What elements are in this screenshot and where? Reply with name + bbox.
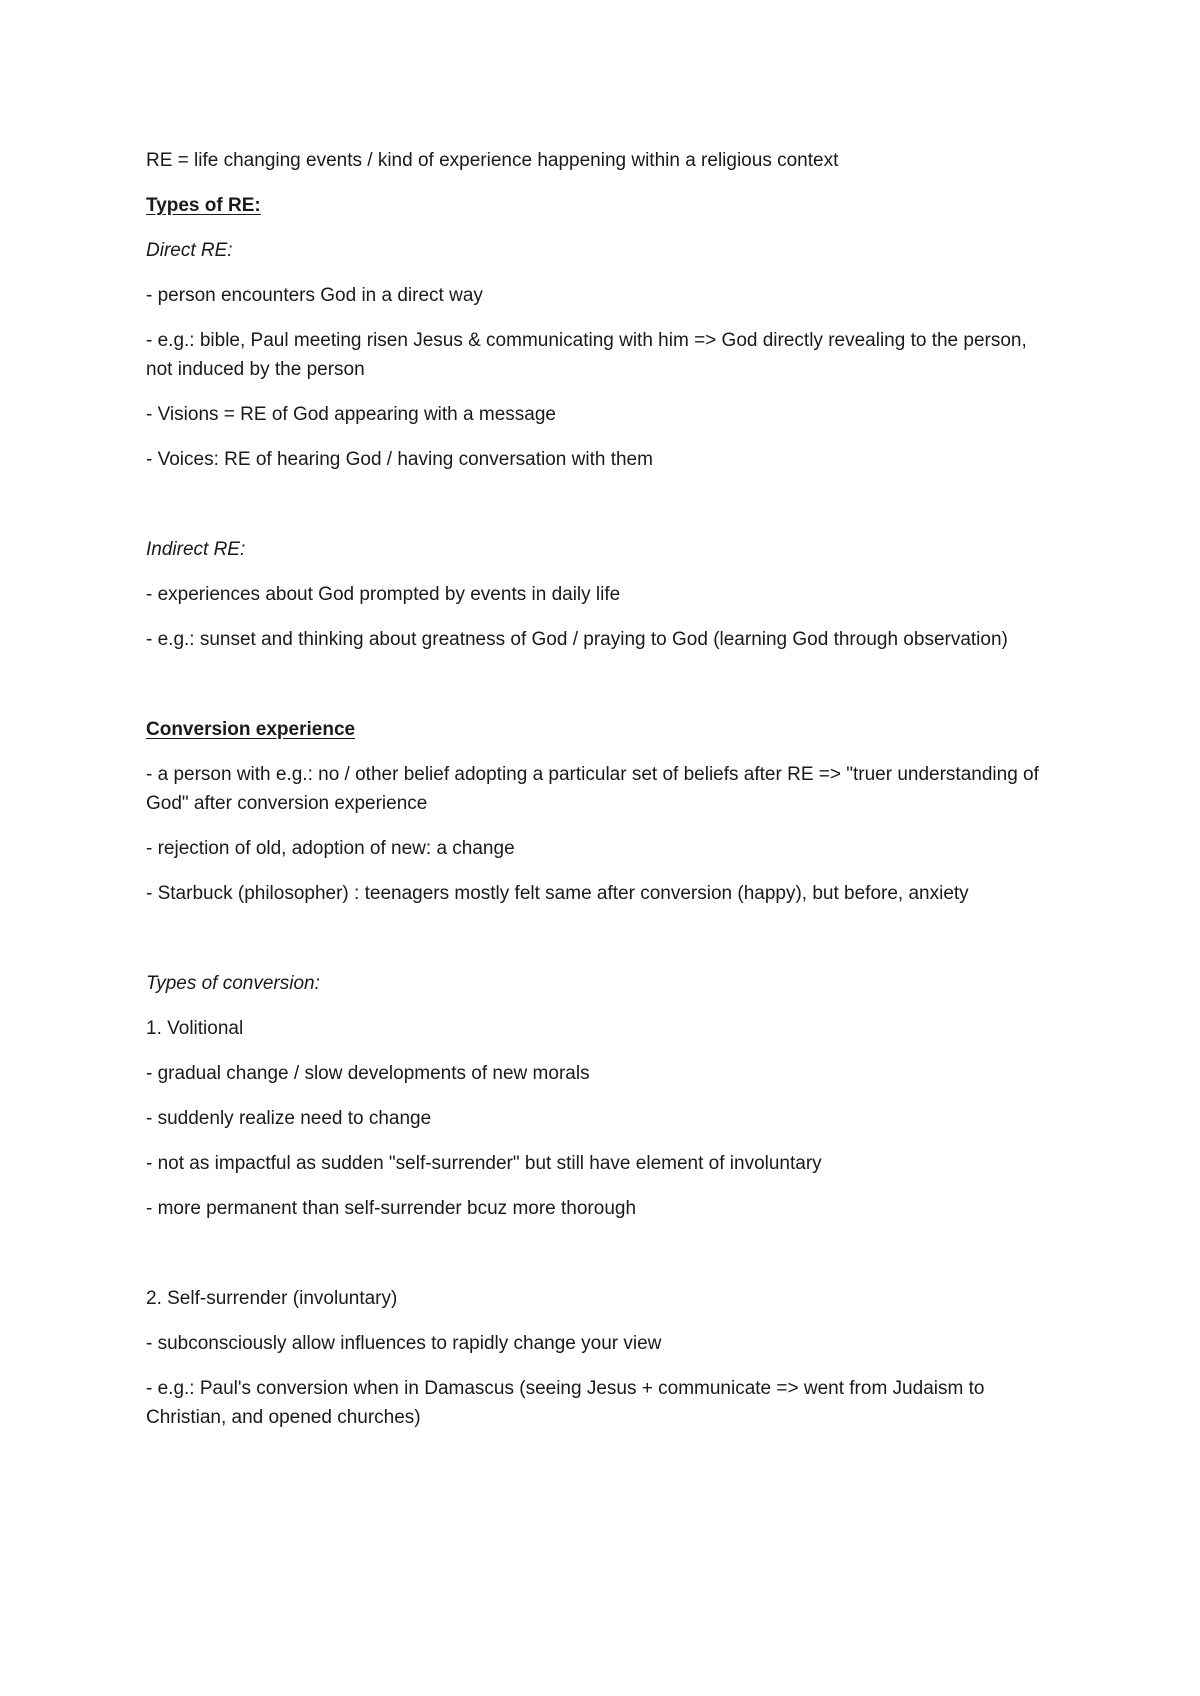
direct-re-point: - person encounters God in a direct way bbox=[146, 285, 483, 306]
self-surrender-point: - e.g.: Paul's conversion when in Damascus (seeing Jesus + communicate => went from Judaism to Christian, and opened churches) bbox=[146, 1378, 985, 1428]
spacer bbox=[146, 924, 1046, 969]
self-surrender-point: - subconsciously allow influences to rapidly change your view bbox=[146, 1333, 662, 1354]
direct-re-point: - Visions = RE of God appearing with a message bbox=[146, 404, 556, 425]
volitional-point: - suddenly realize need to change bbox=[146, 1108, 432, 1129]
self-surrender-title: 2. Self-surrender (involuntary) bbox=[146, 1288, 398, 1309]
conversion-point: - rejection of old, adoption of new: a change bbox=[146, 838, 515, 859]
intro-definition: RE = life changing events / kind of experience happening within a religious context bbox=[146, 150, 839, 171]
direct-re-label: Direct RE: bbox=[146, 240, 233, 261]
conversion-point: - Starbuck (philosopher) : teenagers mostly felt same after conversion (happy), but before, anxiety bbox=[146, 883, 969, 904]
conversion-point: - a person with e.g.: no / other belief adopting a particular set of beliefs after RE => "truer understanding of God" after conversion experience bbox=[146, 764, 1039, 814]
spacer bbox=[146, 670, 1046, 715]
spacer bbox=[146, 1239, 1046, 1284]
volitional-point: - not as impactful as sudden "self-surrender" but still have element of involuntary bbox=[146, 1153, 822, 1174]
indirect-re-point: - experiences about God prompted by events in daily life bbox=[146, 584, 621, 605]
types-of-conversion-label: Types of conversion: bbox=[146, 973, 320, 994]
direct-re-point: - e.g.: bible, Paul meeting risen Jesus & communicating with him => God directly revealing to the person, not induced by the person bbox=[146, 330, 1027, 380]
volitional-title: 1. Volitional bbox=[146, 1018, 244, 1039]
conversion-experience-heading: Conversion experience bbox=[146, 719, 356, 740]
spacer bbox=[146, 490, 1046, 535]
volitional-point: - more permanent than self-surrender bcuz more thorough bbox=[146, 1198, 637, 1219]
volitional-point: - gradual change / slow developments of new morals bbox=[146, 1063, 590, 1084]
types-of-re-heading: Types of RE: bbox=[146, 195, 261, 216]
indirect-re-label: Indirect RE: bbox=[146, 539, 246, 560]
indirect-re-point: - e.g.: sunset and thinking about greatness of God / praying to God (learning God through observation) bbox=[146, 629, 1008, 650]
document-body bbox=[146, 146, 1046, 1448]
direct-re-point: - Voices: RE of hearing God / having conversation with them bbox=[146, 449, 653, 470]
